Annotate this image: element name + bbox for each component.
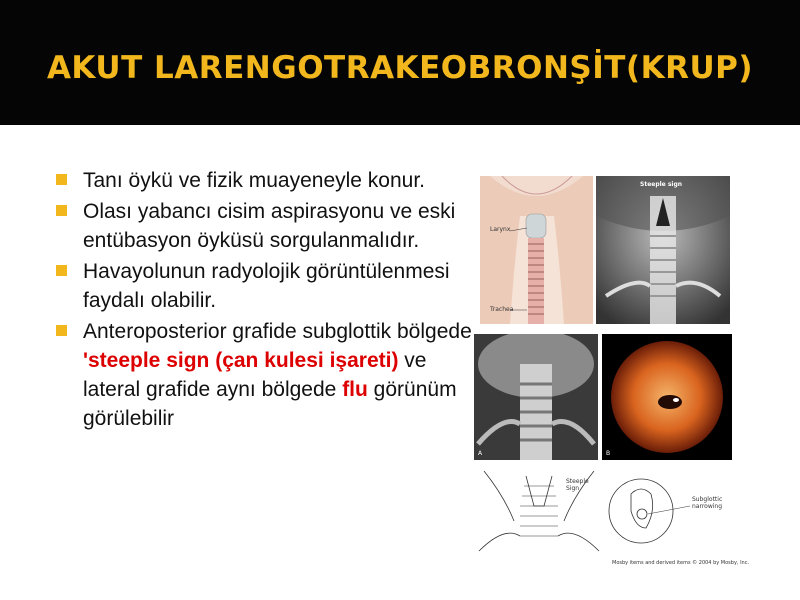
bullet-text: Tanı öykü ve fizik muayeneyle konur. (83, 169, 426, 192)
bullet-text: Olası yabancı cisim aspirasyonu ve eski entübasyon öyküsü sorgulanmalıdır. (83, 200, 456, 252)
bullet-item (56, 166, 476, 195)
steeple-sign-sketch-label: Steeple Sign (566, 478, 589, 492)
subglottic-label: Subglottic narrowing (692, 496, 723, 510)
ap-xray-image (596, 176, 730, 324)
steeple-sign-label: Steeple sign (640, 181, 683, 188)
neck-xray-image (474, 334, 598, 460)
bullet-list (56, 166, 476, 435)
panel-b-label: B (606, 450, 611, 457)
steeple-sign-sketch (474, 466, 604, 556)
larynx-label: Larynx (490, 226, 511, 233)
bullet-text: Anteroposterior grafide subglottik bölgede (83, 320, 472, 343)
bullet-square-icon (56, 325, 67, 336)
trachea-label: Trachea (490, 306, 514, 313)
panel-a-label: A (478, 450, 483, 457)
bullet-square-icon (56, 174, 67, 185)
bullet-text: Havayolunun radyolojik görüntülenmesi faydalı olabilir. (83, 260, 450, 312)
emphasis-text: flu (342, 378, 368, 401)
bullet-text: görünüm görülebilir (83, 378, 457, 430)
bullet-square-icon (56, 265, 67, 276)
bullet-item (56, 317, 476, 433)
bullet-item (56, 257, 476, 315)
emphasis-text: 'steeple sign (çan kulesi işareti) (83, 349, 399, 372)
subglottic-sketch (606, 466, 736, 556)
bullet-square-icon (56, 205, 67, 216)
title-bar (0, 0, 800, 125)
neck-anatomy-illustration (480, 176, 593, 324)
bullet-text: ve lateral grafide aynı bölgede (83, 349, 427, 401)
endoscopy-image (602, 334, 732, 460)
medical-figure (474, 176, 760, 576)
slide-title: AKUT LARENGOTRAKEOBRONŞİT(KRUP) (46, 50, 754, 86)
neck-drawing (480, 176, 593, 324)
figure-credit: Mosby items and derived items © 2004 by Mosby, Inc. (612, 560, 750, 566)
trachea-rings (528, 238, 544, 324)
bullet-item (56, 197, 476, 255)
